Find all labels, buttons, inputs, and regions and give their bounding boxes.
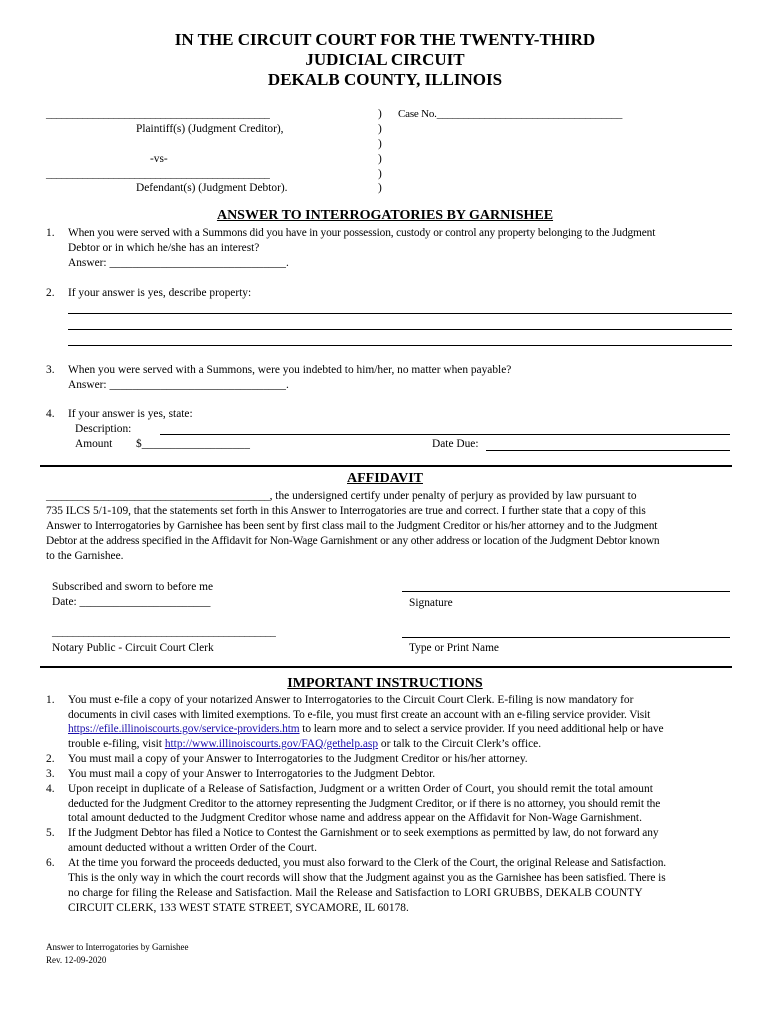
question-4-text: If your answer is yes, state: [68,408,193,420]
question-3-number: 3. [46,364,55,376]
signature-field[interactable] [402,591,730,592]
affidavit-text: , the undersigned certify under penalty of perjury as provided by law pursuant to [269,490,637,502]
instruction-6-text: CIRCUIT CLERK, 133 WEST STATE STREET, SYCAMORE, IL 60178. [68,902,409,914]
case-number-field[interactable]: Case No.___________________________________ [398,108,623,120]
instruction-5-text: amount deducted without a written Order of the Court. [68,842,317,854]
defendant-label: Defendant(s) (Judgment Debtor). [136,182,288,194]
property-description-line[interactable] [68,329,732,330]
instruction-1-text [68,722,663,737]
notary-signature-field[interactable]: ___________________________________________ [52,626,276,638]
instruction-1-text-rest: to learn more and to select a service provider. If you need additional help or have [299,723,664,735]
instruction-6-text: no charge for filing the Release and Satisfaction. Mail the Release and Satisfaction to LORI GRUBBS, DEKALB COUNTY [68,887,643,899]
instruction-1-text: You must e-file a copy of your notarized Answer to Interrogatories to the Circuit Court Clerk. E-filing is now mandatory for [68,694,634,706]
notary-label: Notary Public - Circuit Court Clerk [52,642,214,654]
printed-name-label: Type or Print Name [409,642,499,654]
sworn-label: Subscribed and sworn to before me [52,581,214,593]
footer-form-name: Answer to Interrogatories by Garnishee [46,942,189,952]
affidavit-line-3: Answer to Interrogatories by Garnishee has been sent by first class mail to the Judgment Creditor or his/her attorney and to the Judgment [46,520,658,532]
affidavit-line-1 [46,489,637,504]
affiant-name-field[interactable]: ___________________________________________ [46,490,270,502]
court-title-line-1: IN THE CIRCUIT COURT FOR THE TWENTY-THIRD [174,30,596,49]
versus-label: -vs- [150,153,168,165]
instruction-5-number: 5. [46,827,55,839]
signature-label: Signature [409,597,453,609]
instruction-5-text: If the Judgment Debtor has filed a Notice to Contest the Garnishment or to seek exemptions as permitted by law, do not forward any [68,827,659,839]
property-description-line[interactable] [68,313,732,314]
section-divider [40,465,732,467]
amount-label: Amount [75,438,113,450]
plaintiff-label: Plaintiff(s) (Judgment Creditor), [136,123,284,135]
footer-revision: Rev. 12-09-2020 [46,955,107,965]
affidavit-line-2: 735 ILCS 5/1-109, that the statements set forth in this Answer to Interrogatories are true and correct. I further state that a copy of this [46,505,646,517]
affidavit-line-5: to the Garnishee. [46,550,124,562]
plaintiff-name-field[interactable]: ___________________________________________ [46,108,270,120]
instruction-6-text: This is the only way in which the court records will show that the Judgment against you as the Garnishee has been satisfied. There is [68,872,666,884]
instruction-4-text: deducted for the Judgment Creditor to the attorney representing the Judgment Creditor, or if there is no attorney, you should remit the [68,798,661,810]
question-4-number: 4. [46,408,55,420]
question-1-answer-field[interactable]: Answer: _______________________________. [68,257,289,269]
efile-providers-link[interactable]: https://efile.illinoiscourts.gov/service-providers.htm [68,723,300,735]
answer-section-title: ANSWER TO INTERROGATORIES BY GARNISHEE [216,208,554,223]
printed-name-field[interactable] [402,637,730,638]
instruction-1-text: documents in civil cases with limited exemptions. To e-file, you must first create an account with an e-filing service provider. Visit [68,709,651,721]
instruction-2-number: 2. [46,753,55,765]
caption-paren: ) [378,168,382,180]
instruction-4-text: Upon receipt in duplicate of a Release of Satisfaction, Judgment or a written Order of Court, you should remit the total amount [68,783,653,795]
question-3-text: When you were served with a Summons, were you indebted to him/her, no matter when payable? [68,364,512,376]
court-title-line-3: DEKALB COUNTY, ILLINOIS [267,70,503,89]
caption-paren: ) [378,182,382,194]
question-2-text: If your answer is yes, describe property: [68,287,252,299]
section-divider [40,666,732,668]
question-1-text-cont: Debtor or in which he/she has an interest? [68,242,260,254]
caption-paren: ) [378,108,382,120]
instruction-6-text: At the time you forward the proceeds deducted, you must also forward to the Clerk of the Court, the original Release and Satisfaction. [68,857,667,869]
instructions-title: IMPORTANT INSTRUCTIONS [287,676,483,691]
instruction-2-text: You must mail a copy of your Answer to Interrogatories to the Judgment Creditor or his/her attorney. [68,753,528,765]
instruction-1-text-pre: trouble e-filing, visit [68,738,165,750]
date-due-label: Date Due: [432,438,479,450]
question-2-number: 2. [46,287,55,299]
instruction-1-text [68,737,541,752]
amount-field[interactable]: $___________________ [136,438,250,450]
affidavit-line-4: Debtor at the address specified in the Affidavit for Non-Wage Garnishment or any other address or location of the Judgment Debtor known [46,535,660,547]
court-title-line-2: JUDICIAL CIRCUIT [305,50,465,69]
instruction-3-text: You must mail a copy of your Answer to Interrogatories to the Judgment Debtor. [68,768,436,780]
efile-help-link[interactable]: http://www.illinoiscourts.gov/FAQ/gethelp.asp [164,738,379,750]
caption-paren: ) [378,138,382,150]
property-description-line[interactable] [68,345,732,346]
instruction-4-number: 4. [46,783,55,795]
instruction-6-number: 6. [46,857,55,869]
instruction-1-number: 1. [46,694,55,706]
description-label: Description: [75,423,132,435]
question-1-number: 1. [46,227,55,239]
notary-date-field[interactable]: Date: _______________________ [52,596,211,608]
date-due-field[interactable] [486,450,730,451]
affidavit-title: AFFIDAVIT [347,471,423,486]
question-3-answer-field[interactable]: Answer: _______________________________. [68,379,289,391]
defendant-name-field[interactable]: ___________________________________________ [46,168,270,180]
instruction-4-text: total amount deducted to the Judgment Creditor whose name and address appear on the Affidavit for Non-Wage Garnishment. [68,812,642,824]
question-1-text: When you were served with a Summons did you have in your possession, custody or control any property belonging to the Judgment [68,227,656,239]
caption-paren: ) [378,153,382,165]
instruction-3-number: 3. [46,768,55,780]
caption-paren: ) [378,123,382,135]
description-field[interactable] [160,434,730,435]
instruction-1-text-rest: or talk to the Circuit Clerk’s office. [378,738,542,750]
